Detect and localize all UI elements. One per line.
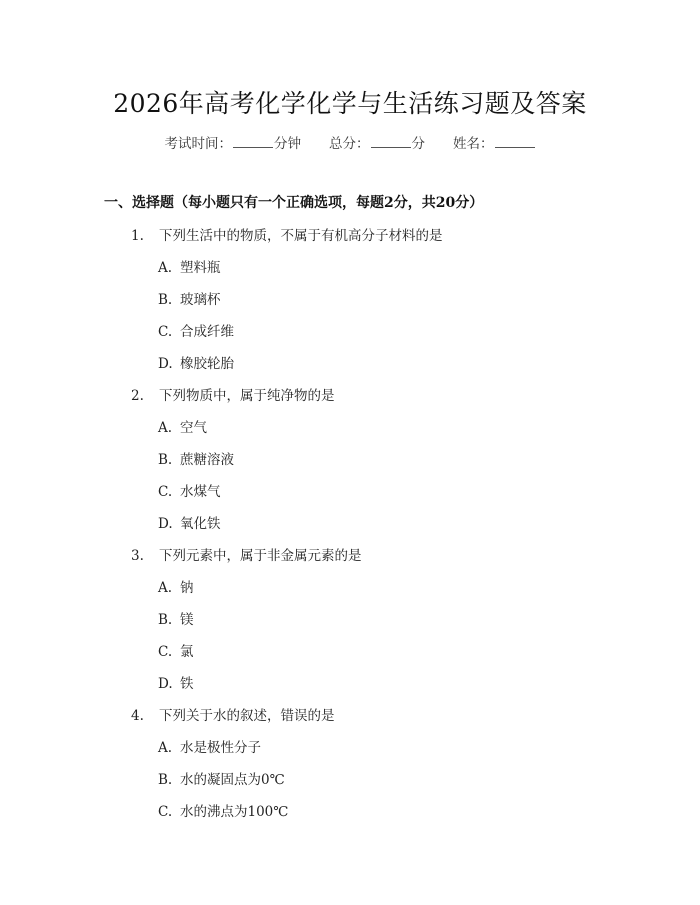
question-2: 2. 下列物质中，属于纯净物的是 <box>131 388 335 404</box>
option: C. 氯 <box>158 644 194 660</box>
question-4: 4. 下列关于水的叙述，错误的是 <box>131 708 335 724</box>
section-heading: 一、选择题（每小题只有一个正确选项，每题2分，共20分） <box>104 195 484 211</box>
name-blank <box>495 135 535 148</box>
option: A. 钠 <box>158 580 194 596</box>
time-label: 考试时间： <box>164 136 232 152</box>
page-title: 2026年高考化学化学与生活练习题及答案 <box>113 89 587 118</box>
time-unit: 分钟 <box>274 136 301 152</box>
option: A. 空气 <box>158 420 207 436</box>
option: C. 合成纤维 <box>158 324 234 340</box>
score-blank <box>371 135 411 148</box>
time-blank <box>233 135 273 148</box>
question-text: 下列生活中的物质，不属于有机高分子材料的是 <box>159 228 443 244</box>
option: C. 水煤气 <box>158 484 221 500</box>
exam-info <box>0 132 700 152</box>
option: B. 镁 <box>158 612 194 628</box>
option: D. 橡胶轮胎 <box>158 356 234 372</box>
score-label: 总分： <box>329 136 370 152</box>
question-text: 下列物质中，属于纯净物的是 <box>159 388 335 404</box>
question-text: 下列关于水的叙述，错误的是 <box>159 708 335 724</box>
option: B. 玻璃杯 <box>158 292 221 308</box>
option: A. 塑料瓶 <box>158 260 221 276</box>
option: B. 蔗糖溶液 <box>158 452 234 468</box>
question-3: 3. 下列元素中，属于非金属元素的是 <box>131 548 362 564</box>
option: B. 水的凝固点为0℃ <box>158 772 285 788</box>
option: D. 铁 <box>158 676 194 692</box>
option: D. 氧化铁 <box>158 516 221 532</box>
score-unit: 分 <box>411 136 425 152</box>
option: C. 水的沸点为100℃ <box>158 804 289 820</box>
option: A. 水是极性分子 <box>158 740 261 756</box>
question-1: 1. 下列生活中的物质，不属于有机高分子材料的是 <box>131 228 443 244</box>
question-text: 下列元素中，属于非金属元素的是 <box>159 548 362 564</box>
name-label: 姓名： <box>453 136 494 152</box>
